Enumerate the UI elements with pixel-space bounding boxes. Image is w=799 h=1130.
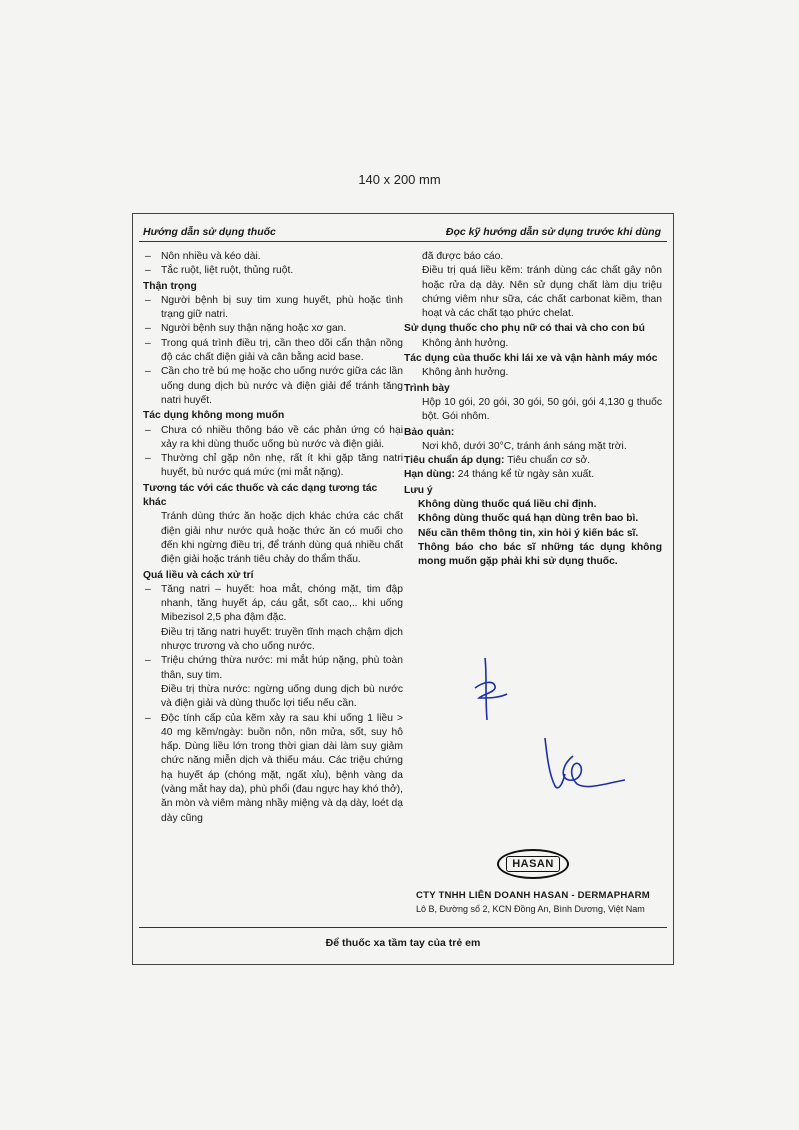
- section-title-interactions: Tương tác với các thuốc và các dạng tương tác khác: [143, 482, 378, 509]
- section-title-driving: Tác dụng của thuốc khi lái xe và vận hành máy móc: [404, 353, 658, 365]
- list-item: – Trong quá trình điều trị, cần theo dõi cẩn thận nồng độ các chất điện giải và cân bằng acid base.: [143, 337, 403, 366]
- standard-value: Tiêu chuẩn cơ sở.: [507, 455, 591, 467]
- driving-text: Không ảnh hưởng.: [422, 367, 509, 379]
- right-column: [404, 250, 662, 570]
- section-title-side-effects: Tác dụng không mong muốn: [143, 410, 285, 422]
- list-item: – Chưa có nhiều thông báo về các phản ứng có hại xảy ra khi dùng thuốc uống bù nước và điện giải.: [143, 424, 403, 453]
- header-divider: [139, 241, 667, 242]
- signature-mark-2: [533, 734, 633, 804]
- presentation-text: Hộp 10 gói, 20 gói, 30 gói, 50 gói, gói 4,130 g thuốc bột. Gói nhôm.: [422, 396, 662, 423]
- hasan-logo: [497, 849, 569, 879]
- logo-text: HASAN: [506, 856, 560, 872]
- section-title-presentation: Trình bày: [404, 382, 450, 394]
- footer-divider: [139, 927, 667, 928]
- signature-mark-1: [465, 654, 525, 724]
- section-title-storage: Bảo quản:: [404, 426, 455, 438]
- footer-warning: Để thuốc xa tầm tay của trẻ em: [325, 937, 481, 949]
- expiry-line: [404, 468, 662, 482]
- list-item: – Triệu chứng thừa nước: mi mắt húp nặng, phù toàn thân, suy tim.: [143, 654, 403, 683]
- treatment-text: Điều trị tăng natri huyết: truyền tĩnh mạch chậm dịch nhược trương và cho uống nước.: [161, 626, 403, 653]
- company-name: CTY TNHH LIÊN DOANH HASAN - DERMAPHARM: [416, 890, 650, 901]
- note-item: Không dùng thuốc quá hạn dùng trên bao bì.: [418, 513, 639, 525]
- list-item: – Người bệnh bị suy tim xung huyết, phù hoặc tình trạng giữ natri.: [143, 294, 403, 323]
- header-warning: Đọc kỹ hướng dẫn sử dụng trước khi dùng: [445, 226, 661, 238]
- zinc-overdose-treatment: Điều trị quá liều kẽm: tránh dùng các chất gây nôn hoặc rửa dạ dày. Nên sử dụng chất làm dịu triệu chứng viêm như sữa, các chất carbonat kiềm, than hoạt và các chất tạo phức chelat.: [422, 265, 662, 320]
- section-title-overdose: Quá liều và cách xử trí: [143, 569, 254, 581]
- list-item: – Nôn nhiều và kéo dài.: [143, 250, 403, 264]
- storage-text: Nơi khô, dưới 30°C, tránh ánh sáng mặt trời.: [422, 440, 627, 452]
- section-title-caution: Thận trọng: [143, 280, 197, 292]
- list-item: – Người bệnh suy thận nặng hoặc xơ gan.: [143, 322, 403, 336]
- list-item: – Thường chỉ gặp nôn nhẹ, rất ít khi gặp tăng natri huyết, bù nước quá mức (mi mắt nặng).: [143, 452, 403, 481]
- treatment-text: Điều trị thừa nước: ngừng uống dung dịch bù nước và điện giải và dùng thuốc lợi tiểu nếu cần.: [161, 683, 403, 710]
- header-title: Hướng dẫn sử dụng thuốc: [143, 226, 276, 238]
- dimension-label: 140 x 200 mm: [358, 172, 441, 187]
- standard-line: [404, 454, 662, 468]
- standard-label: Tiêu chuẩn áp dụng:: [404, 455, 505, 467]
- pregnancy-text: Không ảnh hưởng.: [422, 337, 509, 349]
- note-item: Không dùng thuốc quá liều chỉ định.: [418, 499, 597, 511]
- left-column: [143, 250, 403, 826]
- list-item: – Tắc ruột, liệt ruột, thủng ruột.: [143, 264, 403, 278]
- note-item: Thông báo cho bác sĩ những tác dụng không mong muốn gặp phải khi sử dụng thuốc.: [418, 541, 662, 568]
- note-item: Nếu cần thêm thông tin, xin hỏi ý kiến bác sĩ.: [418, 527, 639, 539]
- continued-text: đã được báo cáo.: [422, 251, 504, 262]
- list-item: – Độc tính cấp của kẽm xảy ra sau khi uống 1 liều > 40 mg kẽm/ngày: buồn nôn, nôn mửa, sốt, suy hô hấp. Dùng liều lớn trong thời gian dài làm suy giảm chức năng miễn dịch và thiếu máu. Các triệu chứng hạ huyết áp (chóng mặt, ngất xỉu), bệnh vàng da (vàng mắt hay da), phù phổi (đau ngực hay khó thở), ăn mòn và viêm màng nhầy miệng và dạ dày, loét dạ dày cũng: [143, 712, 403, 826]
- list-item: – Cần cho trẻ bú mẹ hoặc cho uống nước giữa các lần uống dung dịch bù nước và điện giải để tránh tăng natri huyết.: [143, 365, 403, 408]
- company-address: Lô B, Đường số 2, KCN Đồng An, Bình Dương, Việt Nam: [416, 904, 645, 914]
- leaflet-frame: [132, 213, 674, 965]
- expiry-value: 24 tháng kể từ ngày sản xuất.: [457, 469, 595, 481]
- list-item: – Tăng natri – huyết: hoa mắt, chóng mặt, tim đập nhanh, tăng huyết áp, cáu gắt, sốt cao,.. khi uống Mibezisol 2,5 pha đậm đặc.: [143, 583, 403, 626]
- section-title-pregnancy: Sử dụng thuốc cho phụ nữ có thai và cho con bú: [404, 323, 645, 335]
- expiry-label: Hạn dùng:: [404, 469, 455, 481]
- section-title-notes: Lưu ý: [404, 484, 433, 496]
- interaction-text: Tránh dùng thức ăn hoặc dịch khác chứa các chất điện giải như nước quả hoặc thức ăn có muối cho đến khi ngừng điều trị, để tránh dùng quá nhiều chất điện giải hoặc tránh tiêu chảy do thẩm thấu.: [161, 511, 403, 566]
